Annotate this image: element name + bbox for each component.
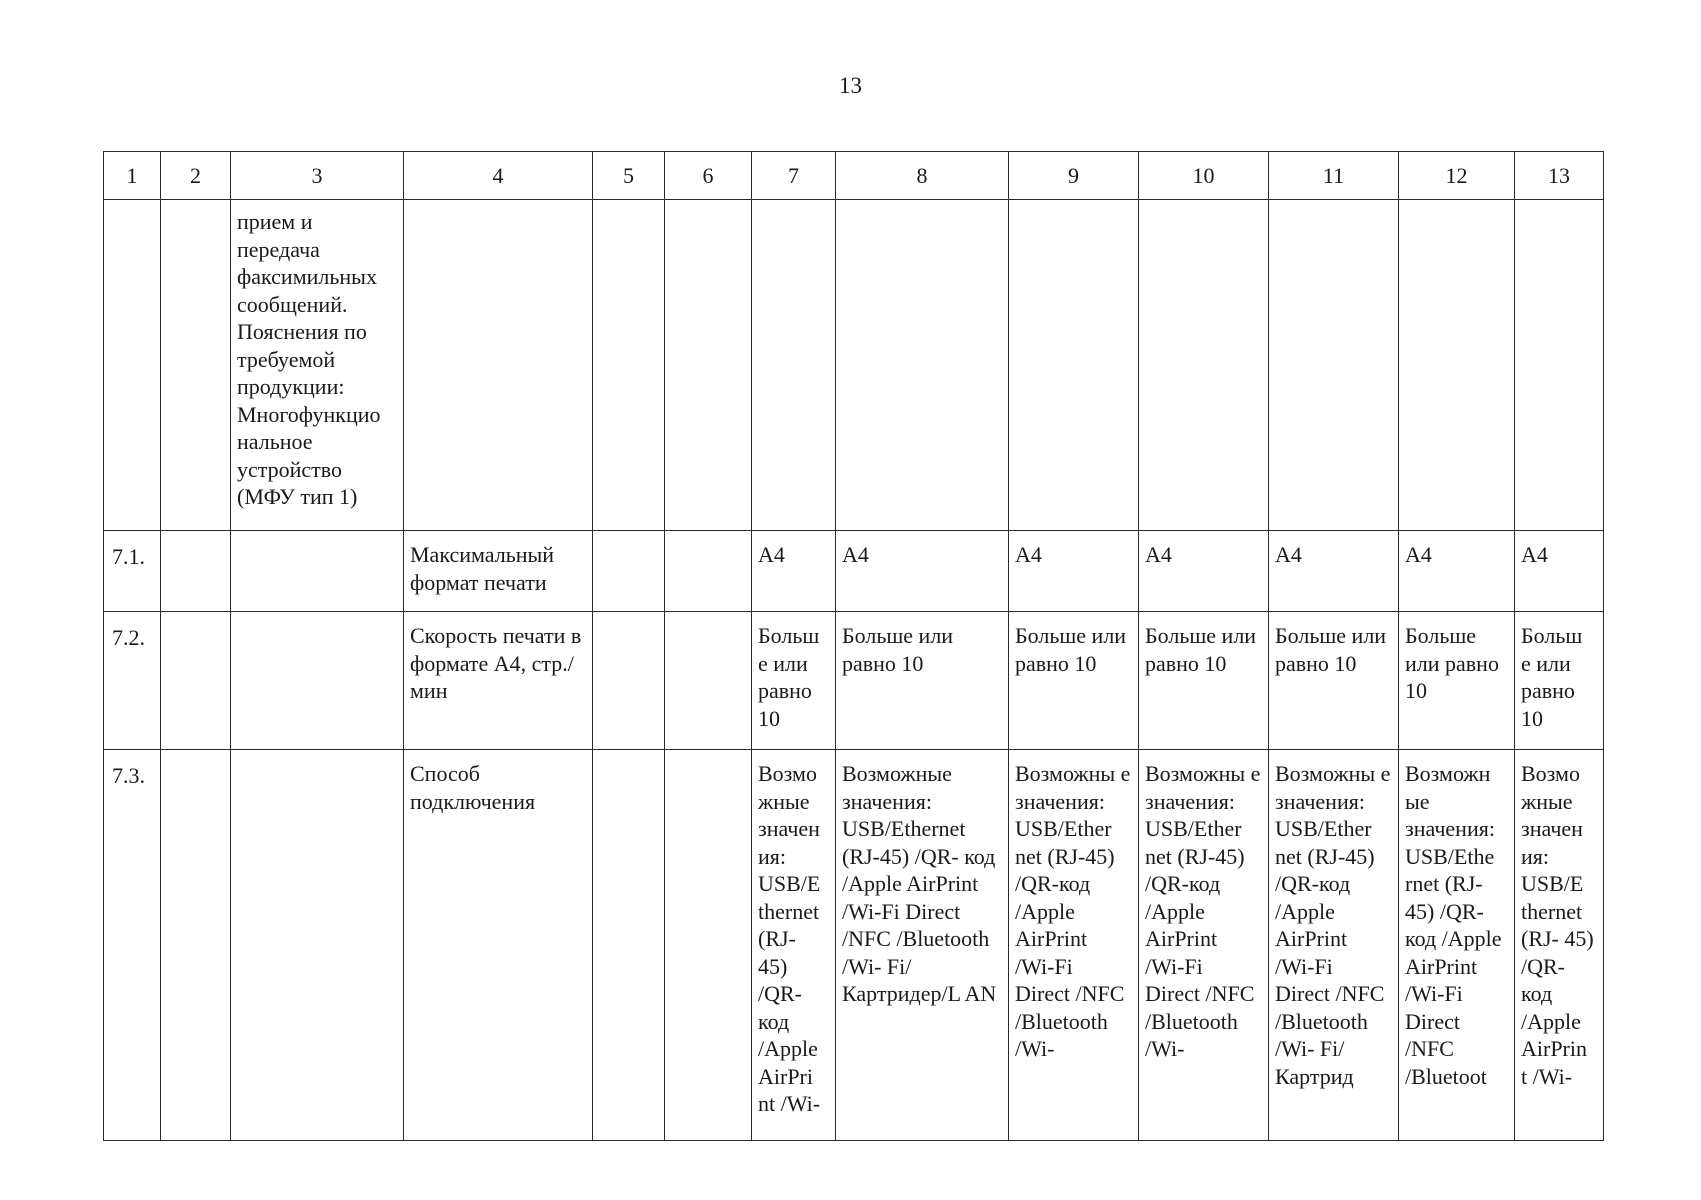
table-cell [1399,200,1515,531]
column-number: 13 [1515,152,1604,200]
table-cell [404,200,593,531]
column-number: 9 [1009,152,1139,200]
value-cell: Возмо жные значен ия: USB/E thernet (RJ- 45) /QR- код /Apple AirPrin t /Wi- [1515,750,1604,1141]
column-number: 3 [231,152,404,200]
value-cell: Возможные значения: USB/Ethernet (RJ-45) /QR- код /Apple AirPrint /Wi-Fi Direct /NFC /Bluetooth /Wi- Fi/Картридер/L AN [836,750,1009,1141]
characteristic-name-cell: Скорость печати в формате А4, стр./мин [404,612,593,750]
column-number: 10 [1139,152,1269,200]
table-cell [593,750,665,1141]
value-cell: Возможны е значения: USB/Ether net (RJ-45) /QR-код /Apple AirPrint /Wi-Fi Direct /NFC /Bluetooth /Wi- Fi/Картрид [1269,750,1399,1141]
column-number: 6 [665,152,752,200]
characteristic-name-cell: Максимальный формат печати [404,531,593,612]
table-cell [161,750,231,1141]
table-cell [593,200,665,531]
specification-table [103,151,1604,1141]
value-cell: Больш е или равно 10 [752,612,836,750]
table-row [104,612,1604,750]
table-row [104,531,1604,612]
value-cell: Возможны е значения: USB/Ether net (RJ-45) /QR-код /Apple AirPrint /Wi-Fi Direct /NFC /Bluetooth /Wi- [1139,750,1269,1141]
page-number: 13 [839,73,862,98]
column-number: 4 [404,152,593,200]
value-cell: A4 [1009,531,1139,612]
column-number: 7 [752,152,836,200]
value-cell: A4 [752,531,836,612]
value-cell: Больш е или равно 10 [1515,612,1604,750]
column-number: 11 [1269,152,1399,200]
value-cell: Больше или равно 10 [1269,612,1399,750]
column-number: 1 [104,152,161,200]
table-row [104,200,1604,531]
value-cell: Больше или равно 10 [1009,612,1139,750]
table-cell [161,531,231,612]
table-cell [231,531,404,612]
table-row [104,750,1604,1141]
column-number-row [104,152,1604,200]
table-cell [1139,200,1269,531]
value-cell: Больше или равно 10 [1139,612,1269,750]
column-number: 5 [593,152,665,200]
column-number: 2 [161,152,231,200]
value-cell: A4 [1515,531,1604,612]
table-cell [593,531,665,612]
product-description-cell: прием и передача факсимильных сообщений. Пояснения по требуемой продукции: Многофункцио нальное устройство (МФУ тип 1) [231,200,404,531]
value-cell: A4 [836,531,1009,612]
table-cell [1515,200,1604,531]
table-cell [161,612,231,750]
value-cell: Больше или равно 10 [836,612,1009,750]
table-cell [231,750,404,1141]
value-cell: Больше или равно 10 [1399,612,1515,750]
table-cell [1269,200,1399,531]
column-number: 8 [836,152,1009,200]
value-cell: A4 [1399,531,1515,612]
row-number-cell: 7.1. [104,531,161,612]
table-cell [665,750,752,1141]
table-cell [231,612,404,750]
row-number-cell: 7.2. [104,612,161,750]
table-cell [665,531,752,612]
value-cell: Возможн ые значения: USB/Ethe rnet (RJ- 45) /QR- код /Apple AirPrint /Wi-Fi Direct /NFC /Bluetoot [1399,750,1515,1141]
table-cell [1009,200,1139,531]
table-cell [752,200,836,531]
value-cell: Возмо жные значен ия: USB/E thernet (RJ- 45) /QR- код /Apple AirPri nt /Wi- [752,750,836,1141]
table-cell [836,200,1009,531]
table-cell [593,612,665,750]
table-cell [665,200,752,531]
table-cell [161,200,231,531]
value-cell: Возможны е значения: USB/Ether net (RJ-45) /QR-код /Apple AirPrint /Wi-Fi Direct /NFC /Bluetooth /Wi- [1009,750,1139,1141]
characteristic-name-cell: Способ подключения [404,750,593,1141]
column-number: 12 [1399,152,1515,200]
value-cell: A4 [1139,531,1269,612]
value-cell: A4 [1269,531,1399,612]
table-cell [665,612,752,750]
table-cell [104,200,161,531]
row-number-cell: 7.3. [104,750,161,1141]
